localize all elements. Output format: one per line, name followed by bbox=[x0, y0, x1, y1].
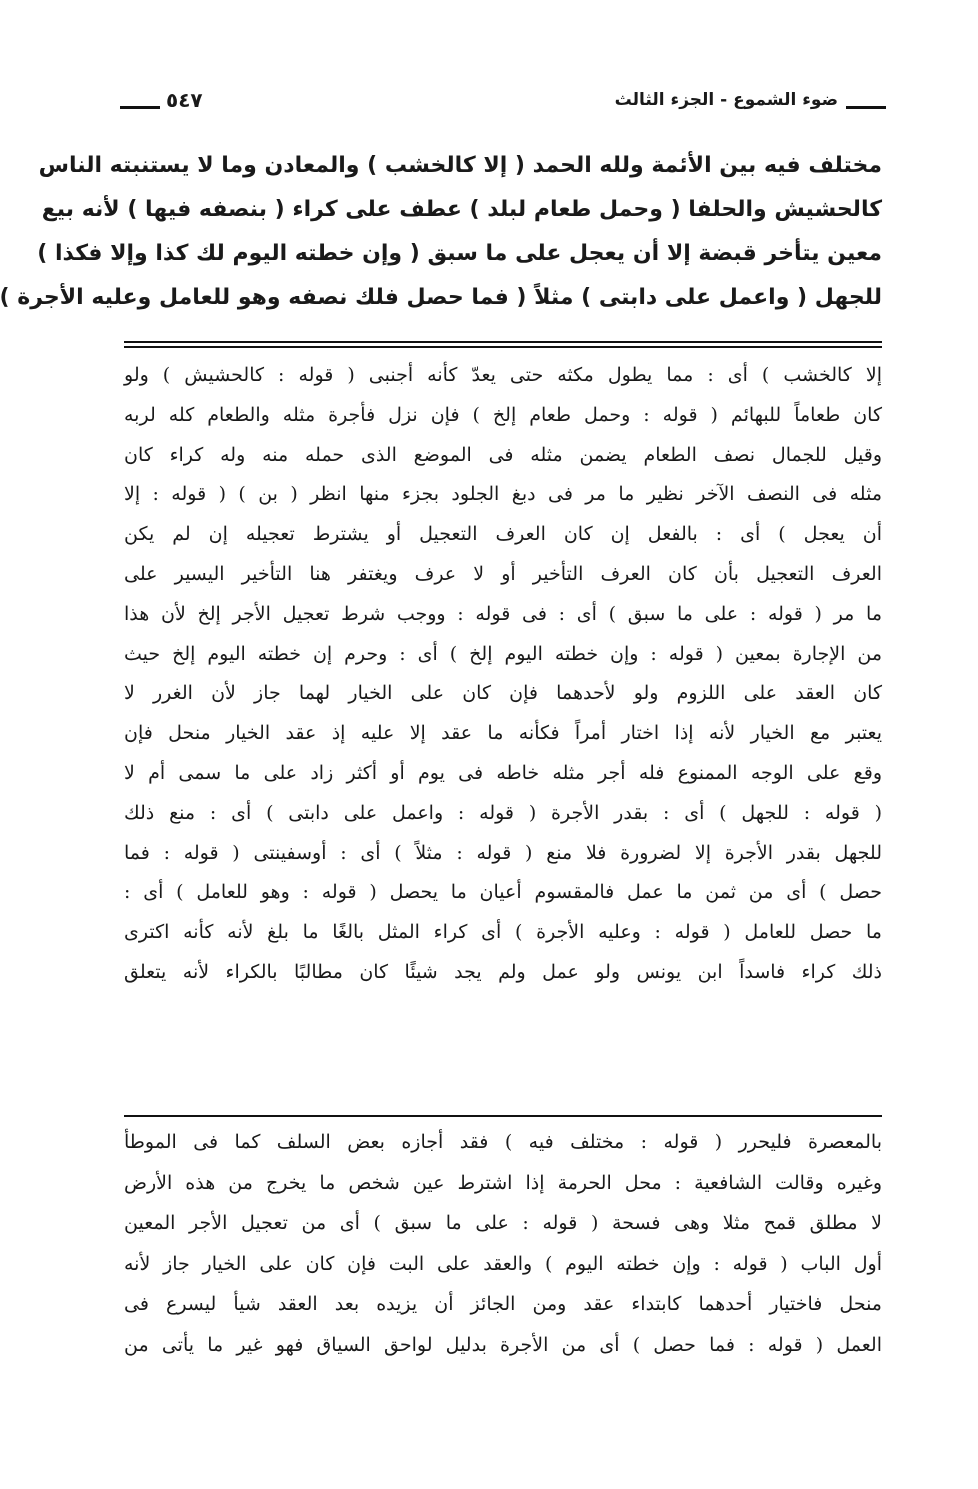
running-header bbox=[120, 86, 886, 126]
footnote-divider bbox=[124, 1115, 882, 1117]
commentary-line: مثله فى النصف الآخر نظير ما مر فى دبغ الجلود بجزء منها انظر ( بن ) ( قوله : إلا bbox=[124, 483, 882, 506]
commentary-text bbox=[124, 356, 882, 993]
header-rule-left bbox=[120, 106, 160, 109]
commentary-line: يعتبر مع الخيار لأنه إذا اختار أمراً فكأنه ما عقد إلا عليه إذ عقد الخيار منحل فإن bbox=[124, 722, 882, 745]
commentary-line: وقيل للجمال نصف الطعام يضمن مثله فى الموضع الذى حمله منه وله كراء كان bbox=[124, 443, 882, 466]
footnote-line: لا مطلق قمح مثلا وهى فسحة ( قوله : على ما سبق ) أى من تعجيل الأجر المعين bbox=[124, 1212, 882, 1234]
commentary-line: من الإجارة بمعين ( قوله : وإن خطته اليوم إلخ ) أى : وحرم إن خطته اليوم إلخ حيث bbox=[124, 642, 882, 665]
commentary-line: كان طعاماً للبهائم ( قوله : وحمل طعام إلخ ) فإن نزل فأجرة مثله والطعام كله لربه bbox=[124, 403, 882, 426]
commentary-line: كان العقد على اللزوم ولو لأحدهما فإن كان على الخيار لهما جاز لأن الغرر لا bbox=[124, 682, 882, 705]
commentary-line: حصل ) أى من ثمن ما عمل فالمقسوم أعيان ما يحصل ( قوله : وهو للعامل ) أى : bbox=[124, 881, 882, 904]
main-text-line: معين يتأخر قبضة إلا أن يعجل على ما سبق ( وإن خطته اليوم لك كذا وإلا فكذا ) bbox=[37, 241, 882, 266]
footnote-text bbox=[124, 1122, 882, 1365]
footnote-line: منحل فاختيار أحدهما كابتداء عقد ومن الجائز أن يزيده بعد العقد شيأ ليسرع فى bbox=[124, 1293, 882, 1315]
double-divider bbox=[124, 341, 882, 348]
commentary-line: العرف التعجيل بأن كان العرف التأخير أو لا عرف ويغتفر هنا التأخير اليسير على bbox=[124, 562, 882, 585]
commentary-line: ما مر ( قوله : على ما سبق ) أى : فى قوله : ووجب شرط تعجيل الأجر إلخ لأن هذا bbox=[124, 602, 882, 625]
commentary-line: أن يعجل ) أى : بالفعل إن كان العرف التعجيل أو يشترط تعجيله إن لم يكن bbox=[124, 523, 882, 546]
footnote-line: بالمعصرة فليحرر ( قوله : مختلف فيه ) فقد أجازه بعض السلف كما فى الموطأ bbox=[124, 1131, 882, 1153]
commentary-line: ( قوله : للجهل ) أى : بقدر الأجرة ( قوله : واعمل على دابتى ) أى : منع ذلك bbox=[124, 801, 882, 824]
main-text bbox=[0, 144, 882, 320]
main-text-line: مختلف فيه بين الأئمة ولله الحمد ( إلا كالخشب ) والمعادن وما لا يستنبته الناس bbox=[38, 153, 882, 178]
commentary-line: ما حصل للعامل ( قوله : وعليه الأجرة ) أى كراء المثل بالغًا ما بلغ لأنه كأنه اكترى bbox=[124, 921, 882, 944]
commentary-line: ذلك كراء فاسداً ابن يونس ولو عمل ولم يجد شيئًا كان مطالبًا بالكراء لأنه يتعلق bbox=[124, 960, 882, 983]
commentary-line: وقع على الوجه الممنوع فله أجر مثله خاطه فى يوم أو أكثر زاد على ما سمى أم لا bbox=[124, 761, 882, 784]
commentary-line: إلا كالخشب ) أى : مما يطول مكثه حتى يعدّ كأنه أجنبى ( قوله : كالحشيش ) ولو bbox=[124, 364, 882, 386]
footnote-line: العمل ( قوله : فما حصل ) أى من الأجرة بدليل لواحق السياق فهو غير ما يأتى من bbox=[124, 1333, 882, 1356]
footnote-line: وغيره وقالت الشافعية : محل الحرمة إذا اشترط عين شخص ما يخرج من هذه الأرض bbox=[124, 1171, 882, 1194]
main-text-line: كالحشيش والحلفا ( وحمل طعام لبلد ) عطف على كراء ( بنصفه فيها ) لأنه بيع bbox=[41, 197, 882, 222]
running-title: ضوء الشموع - الجزء الثالث bbox=[614, 90, 838, 110]
main-text-line: للجهل ( واعمل على دابتى ) مثلاً ( فما حصل فلك نصفه وهو للعامل وعليه الأجرة ) bbox=[0, 285, 882, 310]
header-rule-right bbox=[846, 106, 886, 109]
commentary-line: للجهل بقدر الأجرة إلا لضرورة فلا منع ( قوله : مثلاً ) أى : أوسفينتى ( قوله : فما bbox=[124, 841, 882, 864]
footnote-line: أول الباب ( قوله : وإن خطته اليوم ) والعقد على البت فإن كان على الخيار جاز لأنه bbox=[124, 1252, 882, 1275]
page-number: ٥٤٧ bbox=[166, 88, 203, 112]
